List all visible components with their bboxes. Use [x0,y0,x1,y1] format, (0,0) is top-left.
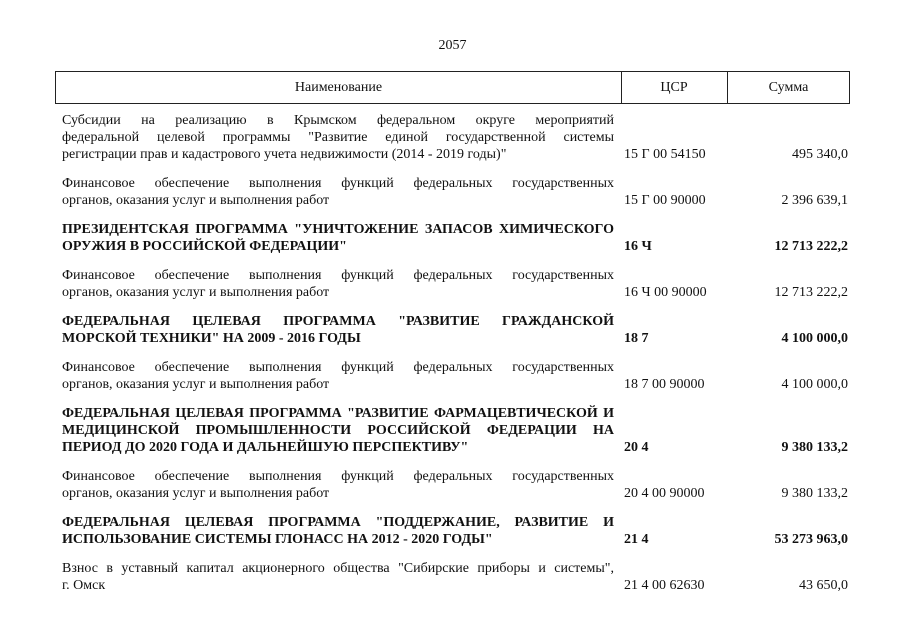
table-row [62,221,848,255]
row-csr: 15 Г 00 54150 [624,147,706,162]
table-row [62,112,848,163]
row-csr: 18 7 [624,331,649,346]
row-sum: 12 713 222,2 [774,285,848,300]
header-name: Наименование [56,72,622,103]
row-name-line: ПЕРИОД ДО 2020 ГОДА И ДАЛЬНЕЙШУЮ ПЕРСПЕКТИВУ" [62,440,469,455]
row-name-line: Финансовое обеспечение выполнения функций федеральных государственных [62,176,614,191]
row-sum: 4 100 000,0 [781,377,848,392]
row-sum: 2 396 639,1 [781,193,848,208]
row-sum: 43 650,0 [799,578,848,593]
table-row [62,468,848,502]
row-name [62,221,614,255]
row-sum: 9 380 133,2 [781,440,848,455]
table-row [62,405,848,456]
row-sum: 53 273 963,0 [774,532,848,547]
row-name-line: Взнос в уставный капитал акционерного общества "Сибирские приборы и системы", [62,561,614,576]
row-name [62,267,614,301]
row-name-line: федеральной целевой программы "Развитие единой государственной системы [62,130,614,145]
row-csr: 18 7 00 90000 [624,377,705,392]
table-row [62,359,848,393]
row-name [62,359,614,393]
row-name-line: г. Омск [62,578,106,593]
table-row [62,175,848,209]
row-csr: 16 Ч [624,239,652,254]
row-name [62,514,614,548]
table-row [62,560,848,594]
row-csr: 16 Ч 00 90000 [624,285,707,300]
row-name-line: Финансовое обеспечение выполнения функций федеральных государственных [62,469,614,484]
row-name-line: ФЕДЕРАЛЬНАЯ ЦЕЛЕВАЯ ПРОГРАММА "РАЗВИТИЕ ФАРМАЦЕВТИЧЕСКОЙ И [62,406,614,421]
row-csr: 21 4 [624,532,649,547]
row-name-line: Финансовое обеспечение выполнения функций федеральных государственных [62,268,614,283]
row-name [62,112,614,163]
header-sum: Сумма [768,80,809,95]
table-row [62,267,848,301]
row-csr: 15 Г 00 90000 [624,193,706,208]
table-row [62,313,848,347]
table-header [55,71,850,104]
row-name [62,468,614,502]
row-name-line: Субсидии на реализацию в Крымском федеральном округе мероприятий [62,113,614,128]
row-sum: 495 340,0 [792,147,848,162]
table-row [62,514,848,548]
row-csr: 20 4 00 90000 [624,486,705,501]
row-csr: 21 4 00 62630 [624,578,705,593]
row-name-line: органов, оказания услуг и выполнения работ [62,285,330,300]
row-name-line: ФЕДЕРАЛЬНАЯ ЦЕЛЕВАЯ ПРОГРАММА "ПОДДЕРЖАНИЕ, РАЗВИТИЕ И [62,515,614,530]
header-csr: ЦСР [621,72,728,103]
table-body [62,112,848,594]
row-sum: 4 100 000,0 [781,331,848,346]
row-name-line: ФЕДЕРАЛЬНАЯ ЦЕЛЕВАЯ ПРОГРАММА "РАЗВИТИЕ ГРАЖДАНСКОЙ [62,314,614,329]
row-sum: 12 713 222,2 [774,239,848,254]
row-name [62,560,614,594]
row-name-line: Финансовое обеспечение выполнения функций федеральных государственных [62,360,614,375]
row-name [62,175,614,209]
row-name-line: органов, оказания услуг и выполнения работ [62,193,330,208]
row-name-line: ОРУЖИЯ В РОССИЙСКОЙ ФЕДЕРАЦИИ" [62,239,347,254]
row-name-line: регистрации прав и кадастрового учета недвижимости (2014 - 2019 годы)" [62,147,507,162]
row-name [62,313,614,347]
row-name-line: органов, оказания услуг и выполнения работ [62,377,330,392]
row-sum: 9 380 133,2 [781,486,848,501]
row-name-line: органов, оказания услуг и выполнения работ [62,486,330,501]
row-name-line: ИСПОЛЬЗОВАНИЕ СИСТЕМЫ ГЛОНАСС НА 2012 - 2020 ГОДЫ" [62,532,493,547]
row-name-line: МЕДИЦИНСКОЙ ПРОМЫШЛЕННОСТИ РОССИЙСКОЙ ФЕДЕРАЦИИ НА [62,423,614,438]
page-number: 2057 [438,38,467,53]
row-name-line: ПРЕЗИДЕНТСКАЯ ПРОГРАММА "УНИЧТОЖЕНИЕ ЗАПАСОВ ХИМИЧЕСКОГО [62,222,614,237]
row-name-line: МОРСКОЙ ТЕХНИКИ" НА 2009 - 2016 ГОДЫ [62,331,361,346]
row-name [62,405,614,456]
row-csr: 20 4 [624,440,649,455]
